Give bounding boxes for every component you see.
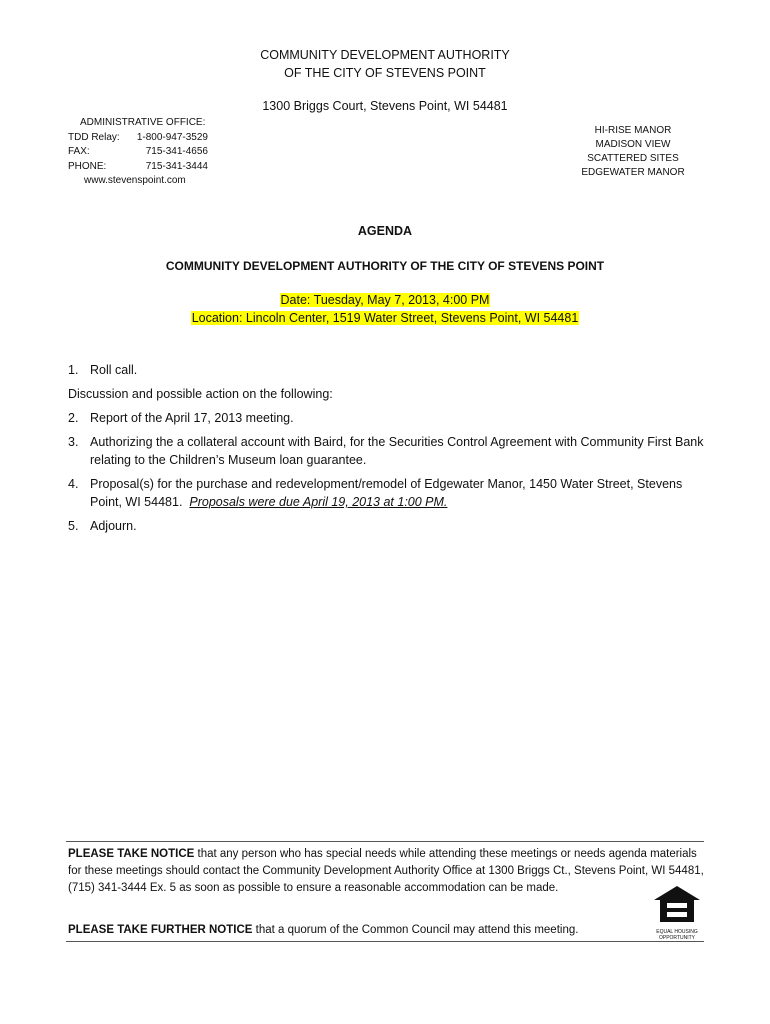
admin-office-block <box>68 116 208 189</box>
meeting-date: Date: Tuesday, May 7, 2013, 4:00 PM <box>280 293 490 307</box>
properties-list <box>560 124 706 180</box>
property-item: MADISON VIEW <box>595 139 671 150</box>
website-text: www.stevenspoint.com <box>84 175 186 186</box>
notice2-text: that a quorum of the Common Council may attend this meeting. <box>252 924 579 936</box>
property-item: SCATTERED SITES <box>587 153 679 164</box>
property-item: HI-RISE MANOR <box>594 125 672 136</box>
item-text: Adjourn. <box>90 519 137 533</box>
org-name-line2: OF THE CITY OF STEVENS POINT <box>284 66 486 80</box>
org-name-line1: COMMUNITY DEVELOPMENT AUTHORITY <box>260 48 510 62</box>
property-item: EDGEWATER MANOR <box>581 167 685 178</box>
agenda-item <box>68 475 708 511</box>
notice-quorum <box>68 924 628 936</box>
agenda-subtitle: COMMUNITY DEVELOPMENT AUTHORITY OF THE CITY OF STEVENS POINT <box>165 259 605 273</box>
agenda-item <box>68 361 708 379</box>
phone-value: 715-341-3444 <box>145 160 208 172</box>
item-number: 2. <box>68 411 79 425</box>
item-emphasis: Proposals were due April 19, 2013 at 1:00 PM. <box>189 495 448 509</box>
agenda-intro: Discussion and possible action on the following: <box>68 387 333 401</box>
notice-special-needs <box>68 846 704 897</box>
phone-row <box>68 160 208 175</box>
tdd-label: TDD Relay: <box>68 131 120 143</box>
equal-housing-opportunity-icon <box>652 884 702 924</box>
admin-office-title: ADMINISTRATIVE OFFICE: <box>80 117 206 128</box>
fax-value: 715-341-4656 <box>145 146 208 157</box>
phone-label: PHONE: <box>68 160 107 172</box>
agenda-title: AGENDA <box>357 224 413 238</box>
logo-caption-line2: OPPORTUNITY <box>658 934 696 941</box>
tdd-row <box>68 131 208 146</box>
divider-top <box>66 841 704 842</box>
logo-caption <box>652 930 702 941</box>
notice1-text: that any person who has special needs while attending these meetings or needs agenda materials for these meetings should contact the Community Development Authority Office at 1300 Briggs Ct., Stevens Point, WI 54481, (715) 341-3444 Ex. 5 as soon as possible to ensure a reasonable accommodation can be made. <box>68 848 704 894</box>
fax-row <box>68 145 208 160</box>
agenda-item <box>68 433 708 469</box>
tdd-value: 1-800-947-3529 <box>136 131 208 143</box>
item-text-wrap <box>90 475 708 511</box>
item-number: 5. <box>68 519 79 533</box>
org-header <box>0 46 770 82</box>
item-number: 4. <box>68 477 79 491</box>
item-text: Proposal(s) for the purchase and redevelopment/remodel of Edgewater Manor, 1450 Water Street, Stevens Point, WI 54481. <box>90 477 683 509</box>
item-text: Report of the April 17, 2013 meeting. <box>90 411 294 425</box>
logo-caption-line1: EQUAL HOUSING <box>656 929 698 935</box>
meeting-location: Location: Lincoln Center, 1519 Water Street, Stevens Point, WI 54481 <box>191 311 579 325</box>
notice1-label: PLEASE TAKE NOTICE <box>68 848 195 860</box>
equal-housing-logo <box>652 884 702 941</box>
org-address: 1300 Briggs Court, Stevens Point, WI 54481 <box>262 99 508 113</box>
fax-label: FAX: <box>68 146 90 157</box>
agenda-item <box>68 409 708 427</box>
agenda-item <box>68 517 708 535</box>
item-number: 3. <box>68 435 79 449</box>
notice2-label: PLEASE TAKE FURTHER NOTICE <box>68 924 253 936</box>
divider-bottom <box>66 941 704 942</box>
item-number: 1. <box>68 363 79 377</box>
agenda-items <box>68 361 708 541</box>
meeting-info <box>0 291 770 327</box>
item-text: Roll call. <box>90 363 138 377</box>
item-text: Authorizing the a collateral account with Baird, for the Securities Control Agreement with Community First Bank relating to the Children’s Museum loan guarantee. <box>90 435 704 467</box>
